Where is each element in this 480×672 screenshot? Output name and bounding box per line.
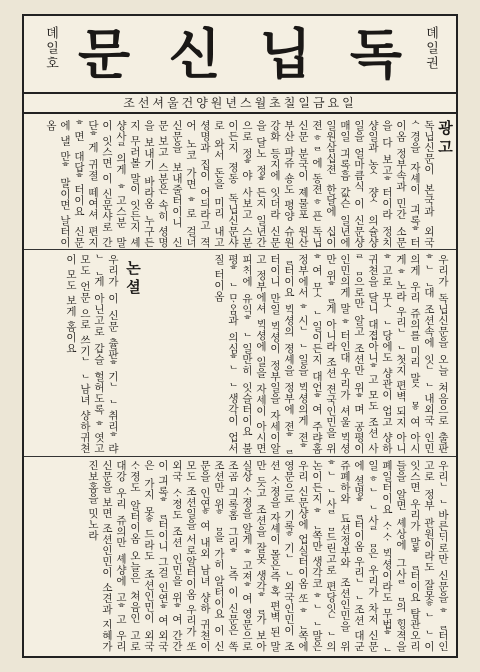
issue-number: 뎨일호 <box>43 26 58 71</box>
editorial-text: 우리ᄂᆫ 바른ᄃᆡ로만 신문을 ᄒᆯ터인고로 정부 관원이라도 잘못ᄒᄂᆫ 이 잇스면 우리가 말ᄒᆯ터이요 탐관오리 들을 알면 셰상에 그사ᄅᆷ의 ᄒᆡᆼ젹을 폐일터이요 ᄉᆞᄉᆞ ᄇᆡᆨ셩이라도 무법ᄒᆫ일 ᄒᄂᆫ 사ᄅᆷ은 우리가 차저 신문에 셜명ᄒᆯ터이옴 우리ᄂᆫ 조션 대군쥬폐하와 됴션정부와 조션인민을 위ᄒᄂᆫ 사ᄅᆷ드린고로 편당잇ᄂᆫ 의논이든지 ᄒᆫᄶᅩᆨ만 생각코 ᄒᄂᆫ 말은 우리 신문샹에 업실터이옴 ᄯᅩ ᄒᆫᄶᅩᆨ에 영문으로 기록ᄒ기ᄂᆫ 외국인민이 조션 ᄉᆞ졍을 자셰이 몰은즉 혹 편벽 된 말만 듯고 조션을 잘못 생각ᄒᆯ가 보아 실상 ᄉᆞ졍을 알게 ᄒ고져ᄒ여 영문으로 조곰 긔록홈 그리ᄒᆫ즉 이 신문은 ᄯᅩᆨ 조션만 위ᄒᆷ을 가히 알터이요 이 신문을 인연ᄒ여 내외 남녀 샹하 귀쳔이 모도 조션일을 서로알터이옴 우리가 ᄯᅩ 외국 ᄉᆞ졍도 조션 인민을 위ᄒ여 간간이 긔록ᄒᆯ터이니 그걸 인연ᄒ여 외국은 가지 못ᄒ드라도 조션인민이 외국 ᄉᆞ졍도 알터이옴 오늘은 쳐음인 고로 대강 우리 쥬의만 셰샹에 고ᄒ고 우리 신문을 보면 조션인민이 소견과 지혜가 진보홈을 밋노라 <box>87 460 449 656</box>
advertisement-text: 독닙신문이 본국과 외국 ᄉ경을 자셰이 긔록ᄒ터이옴 정부속과 민간 소문을 다 보고ᄒ터이라 정치샹일과 농ᄉ 쟝ᄉ 의슐샹 일을 얼마큼식 이 신문샹 매일 긔록흠 값슨 일년에 일원삼십젼 한달에 십이젼 ᄒᄅ에 동젼 ᄒ픈 독닙신문 분국이 졔물포 원산 부산 파쥬 숑도 평양 슈원 강화 등지에 잇더라 신문을 달노 정ᄒ든지 일년간으로 정ᄒ야 사보고 스분이든지 졍동 독닙신문샤로 와서 돈을 미리 내고 셩명과 집이 어듸라고 젹어 노코 가면 ᄒ로 걸너 신문을 보내줄터이니 신문 보고 스분은 속히 셩명을 보내기 바라옴 누구든지 무러볼 말이 잇든지 셰샹사ᄅ의게 ᄒ고스분 말이 잇스면 이 신문샤로 간단ᄒ게 귀졀 떼여셔 편지ᄒ면 대답ᄒ터이요 신문에 낼 만ᄒ 말이면 날터이옴 <box>45 120 435 252</box>
editorial-text: 우리가 이 신문 츌판ᄒ기ᄂᆫ 취리ᄒ랴ᄂᆫ게 아닌고로 갑슬 헐허도록 ᄒ엿고 모도 언문 으로 쓰기ᄂᆫ 남녀 샹하귀쳔이 모도 보게 홈이요 <box>65 254 119 458</box>
newspaper-title <box>78 22 402 86</box>
editorial-text: 우리가 독닙신문을 오늘 쳐음으로 출판ᄒᄂᆫ대 조션속에 잇ᄂᆫ 내외국 인민의게 우리 쥬의를 미리 말ᄉᆷᄒ여 아시게 ᄒ노라 우리ᄂᆫ 첫지 편벽 되지 아니ᄒ고로 무ᄉᆫ 당에도 샹관이 업고 샹하귀쳔을 달니 대졉아니ᄒ고 모도 조션 사ᄅᆷ으로만 알고 조션만 위ᄒ며 공평이 인민의게 말 ᄒ터인대 우리가 셔울 ᄇᆡᆨ셩만 위ᄒᆯ게 아니라 조션 젼국인민을 위ᄒ여 무ᄉᆫ 일이든지 대언ᄒ여 주랴홈 정부에서 ᄒ시ᄂᆫ 일을 ᄇᆡᆨ셩의게 젼ᄒᆯ터이요 ᄇᆡᆨ셩의 졍셰을 정부에 젼ᄒᆯ터이니 만일 ᄇᆡᆨ셩이 정부일을 자세이알고 정부에셔 ᄇᆡᆨ셩에 일을 자세이 아시면 피ᄎᆡ에 유익ᄒᆫ 일만히 잇슬터이요 불평ᄒᆫ ᄆᆞᄋᆞᆷ과 의심ᄒᄂᆫ 생각이 업서질 터이옴 <box>213 254 449 458</box>
advertisement-heading: 광고 <box>436 120 454 158</box>
title-character: 독 <box>349 22 402 86</box>
volume-number: 뎨일권 <box>423 26 438 71</box>
column-divider <box>24 249 456 250</box>
article-body <box>24 116 456 656</box>
title-character: 닙 <box>259 22 312 86</box>
column-divider <box>24 456 456 457</box>
masthead <box>24 16 456 94</box>
title-character: 문 <box>78 22 131 86</box>
dateline: 조선셔울건양원년스월초칠일금요일 <box>24 94 456 114</box>
title-character: 신 <box>168 22 221 86</box>
editorial-heading: 논셜 <box>124 260 142 298</box>
newspaper-page <box>22 14 458 658</box>
